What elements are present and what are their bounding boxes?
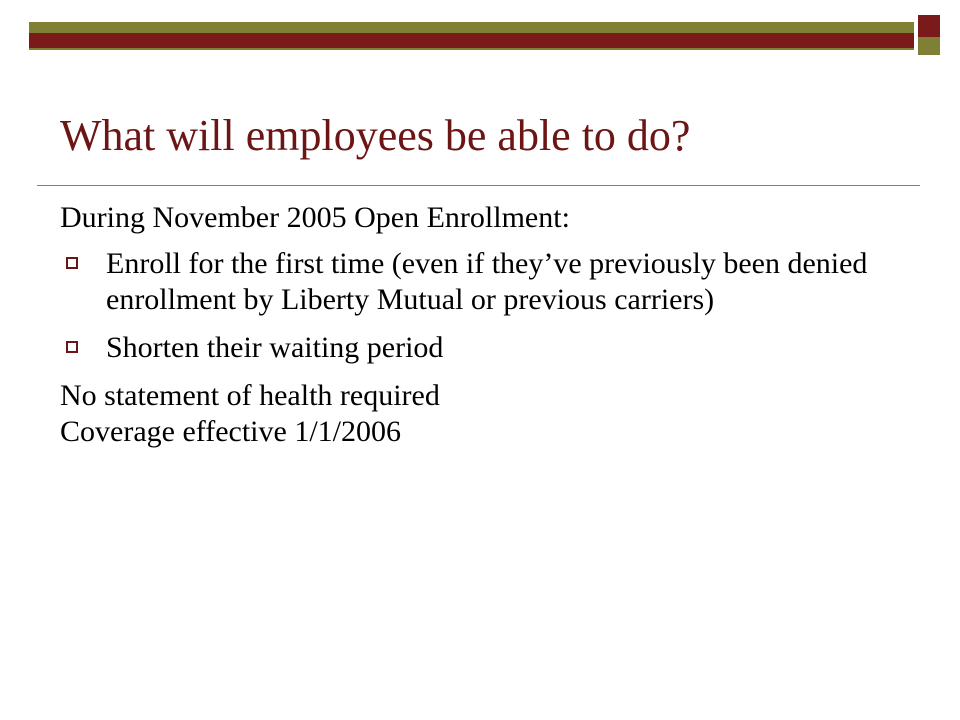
slide-body: [60, 200, 920, 450]
note-coverage-effective: Coverage effective 1/1/2006: [60, 415, 401, 448]
bullet-text: Shorten their waiting period: [106, 331, 444, 364]
lead-text: During November 2005 Open Enrollment:: [60, 201, 570, 234]
list-item: [60, 246, 920, 318]
corner-square-olive: [918, 37, 940, 55]
note-health-statement: No statement of health required: [60, 379, 440, 412]
top-bar-maroon-stripe: [29, 33, 914, 48]
bullet-list: [60, 246, 920, 366]
slide-title: What will employees be able to do?: [60, 111, 691, 160]
title-divider: [37, 185, 920, 186]
hollow-square-bullet-icon: [66, 257, 78, 269]
hollow-square-bullet-icon: [66, 341, 78, 353]
top-decorative-bar: [29, 22, 914, 50]
bullet-text: Enroll for the first time (even if they’ve previously been denied enrollment by Liberty Mutual or previous carriers): [106, 247, 868, 316]
corner-square-maroon: [918, 15, 940, 37]
list-item: [60, 330, 920, 366]
